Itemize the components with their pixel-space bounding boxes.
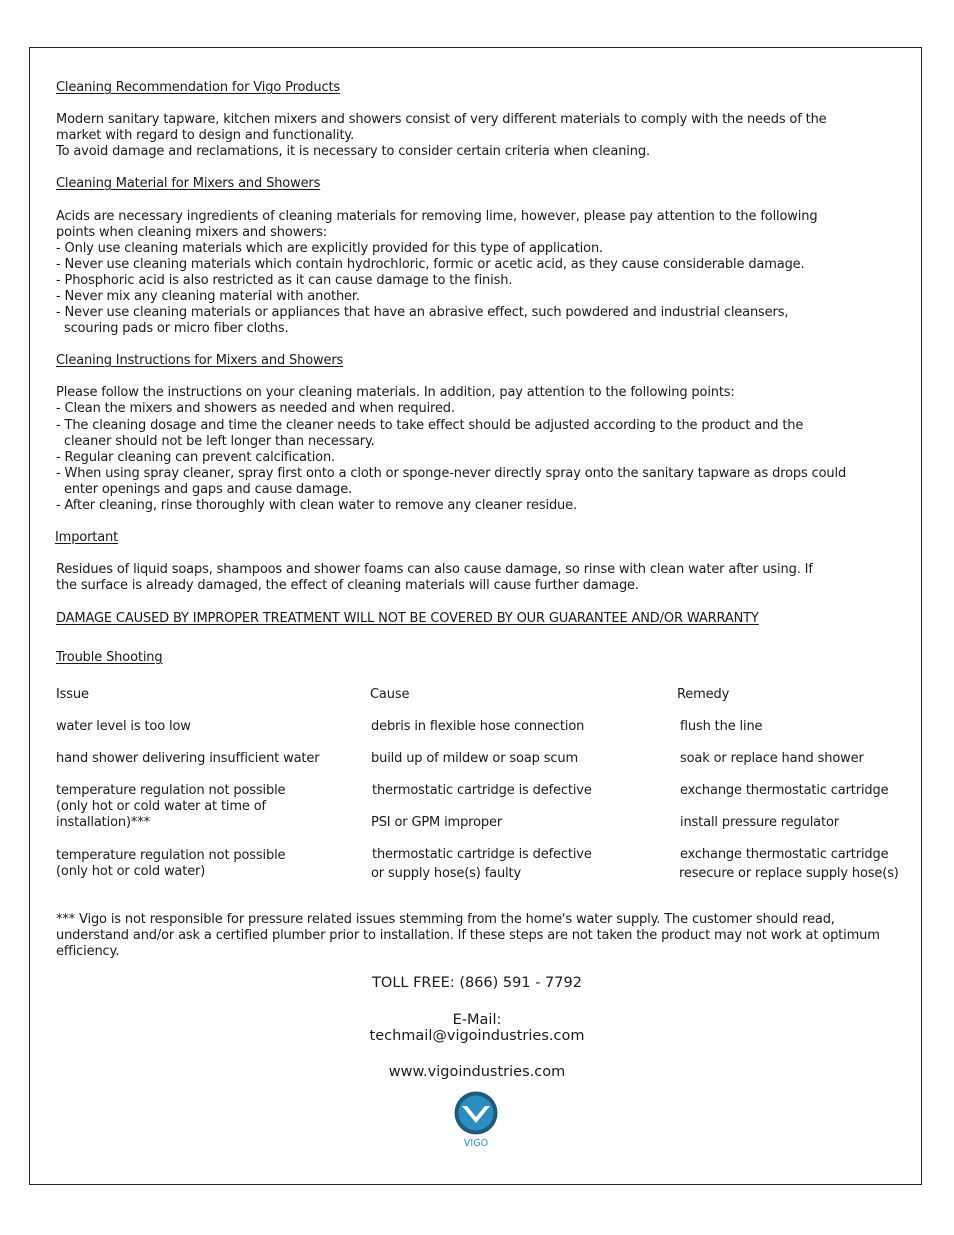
remedy-3a: exchange thermostatic cartridge: [680, 783, 889, 798]
logo-text: VIGO: [463, 1138, 489, 1149]
instructions-line-6: - When using spray cleaner, spray first onto a cloth or sponge-never directly spray onto the sanitary tapware as drops could: [56, 466, 847, 481]
warranty-notice: DAMAGE CAUSED BY IMPROPER TREATMENT WILL NOT BE COVERED BY OUR GUARANTEE AND/OR WARRANTY: [56, 611, 759, 626]
email-label: E-Mail:: [452, 1012, 502, 1028]
logo-inner-circle: [459, 1096, 494, 1131]
issue-3-line-3: installation)***: [56, 815, 150, 830]
cause-4-line-2: or supply hose(s) faulty: [371, 866, 521, 881]
issue-4-line-1: temperature regulation not possible: [56, 848, 286, 863]
intro-line-3: To avoid damage and reclamations, it is necessary to consider certain criteria when cleaning.: [56, 144, 650, 159]
cause-3b: PSI or GPM improper: [371, 815, 503, 830]
remedy-4-line-1: exchange thermostatic cartridge: [680, 847, 889, 862]
cleaning-instructions-heading: Cleaning Instructions for Mixers and Showers: [56, 353, 344, 368]
trouble-shooting-heading: Trouble Shooting: [56, 650, 163, 665]
toll-free-number: TOLL FREE: (866) 591 - 7792: [372, 975, 582, 991]
cleaning-material-heading: Cleaning Material for Mixers and Showers: [56, 176, 321, 191]
material-line-2: points when cleaning mixers and showers:: [56, 225, 327, 240]
issue-3-line-2: (only hot or cold water at time of: [56, 799, 266, 814]
material-line-5: - Phosphoric acid is also restricted as it can cause damage to the finish.: [56, 273, 513, 288]
cause-4-line-1: thermostatic cartridge is defective: [372, 847, 592, 862]
remedy-3b: install pressure regulator: [680, 815, 839, 830]
remedy-1: flush the line: [680, 719, 763, 734]
email-address[interactable]: techmail@vigoindustries.com: [369, 1028, 585, 1044]
vigo-logo-icon: [453, 1090, 499, 1150]
instructions-line-1: Please follow the instructions on your cleaning materials. In addition, pay attention to the following points:: [56, 385, 735, 400]
material-line-8: scouring pads or micro fiber cloths.: [56, 321, 289, 336]
remedy-2: soak or replace hand shower: [680, 751, 864, 766]
instructions-line-7: enter openings and gaps and cause damage.: [56, 482, 353, 497]
footnote-line-3: efficiency.: [56, 944, 120, 959]
website-link[interactable]: www.vigoindustries.com: [388, 1064, 566, 1080]
cause-3a: thermostatic cartridge is defective: [372, 783, 592, 798]
col-header-cause: Cause: [370, 687, 410, 702]
footnote-line-2: understand and/or ask a certified plumber prior to installation. If these steps are not taken the product may not work at optimum: [56, 928, 880, 943]
material-line-1: Acids are necessary ingredients of cleaning materials for removing lime, however, please pay attention to the following: [56, 209, 818, 224]
instructions-line-4: cleaner should not be left longer than necessary.: [56, 434, 375, 449]
instructions-line-8: - After cleaning, rinse thoroughly with clean water to remove any cleaner residue.: [56, 498, 577, 513]
issue-3-line-1: temperature regulation not possible: [56, 783, 286, 798]
instructions-line-5: - Regular cleaning can prevent calcification.: [56, 450, 336, 465]
material-line-4: - Never use cleaning materials which contain hydrochloric, formic or acetic acid, as they cause considerable damage.: [56, 257, 805, 272]
col-header-remedy: Remedy: [677, 687, 730, 702]
material-line-7: - Never use cleaning materials or appliances that have an abrasive effect, such powdered and industrial cleansers,: [56, 305, 789, 320]
instructions-line-2: - Clean the mixers and showers as needed and when required.: [56, 401, 455, 416]
issue-4-line-2: (only hot or cold water): [56, 864, 206, 879]
important-line-1: Residues of liquid soaps, shampoos and shower foams can also cause damage, so rinse with clean water after using. If: [56, 562, 813, 577]
cause-1: debris in flexible hose connection: [371, 719, 585, 734]
remedy-4-line-2: resecure or replace supply hose(s): [679, 866, 899, 881]
footnote-line-1: *** Vigo is not responsible for pressure related issues stemming from the home's water supply. The customer should read,: [56, 912, 835, 927]
issue-2: hand shower delivering insufficient water: [56, 751, 320, 766]
material-line-3: - Only use cleaning materials which are explicitly provided for this type of application.: [56, 241, 604, 256]
intro-line-1: Modern sanitary tapware, kitchen mixers and showers consist of very different materials to comply with the needs of the: [56, 112, 827, 127]
intro-line-2: market with regard to design and functionality.: [56, 128, 355, 143]
instructions-line-3: - The cleaning dosage and time the cleaner needs to take effect should be adjusted according to the product and the: [56, 418, 804, 433]
col-header-issue: Issue: [56, 687, 89, 702]
cause-2: build up of mildew or soap scum: [371, 751, 578, 766]
important-line-2: the surface is already damaged, the effect of cleaning materials will cause further damage.: [56, 578, 639, 593]
cleaning-recommendation-heading: Cleaning Recommendation for Vigo Products: [56, 80, 341, 95]
issue-1: water level is too low: [56, 719, 191, 734]
material-line-6: - Never mix any cleaning material with another.: [56, 289, 360, 304]
important-heading: Important: [55, 530, 119, 545]
